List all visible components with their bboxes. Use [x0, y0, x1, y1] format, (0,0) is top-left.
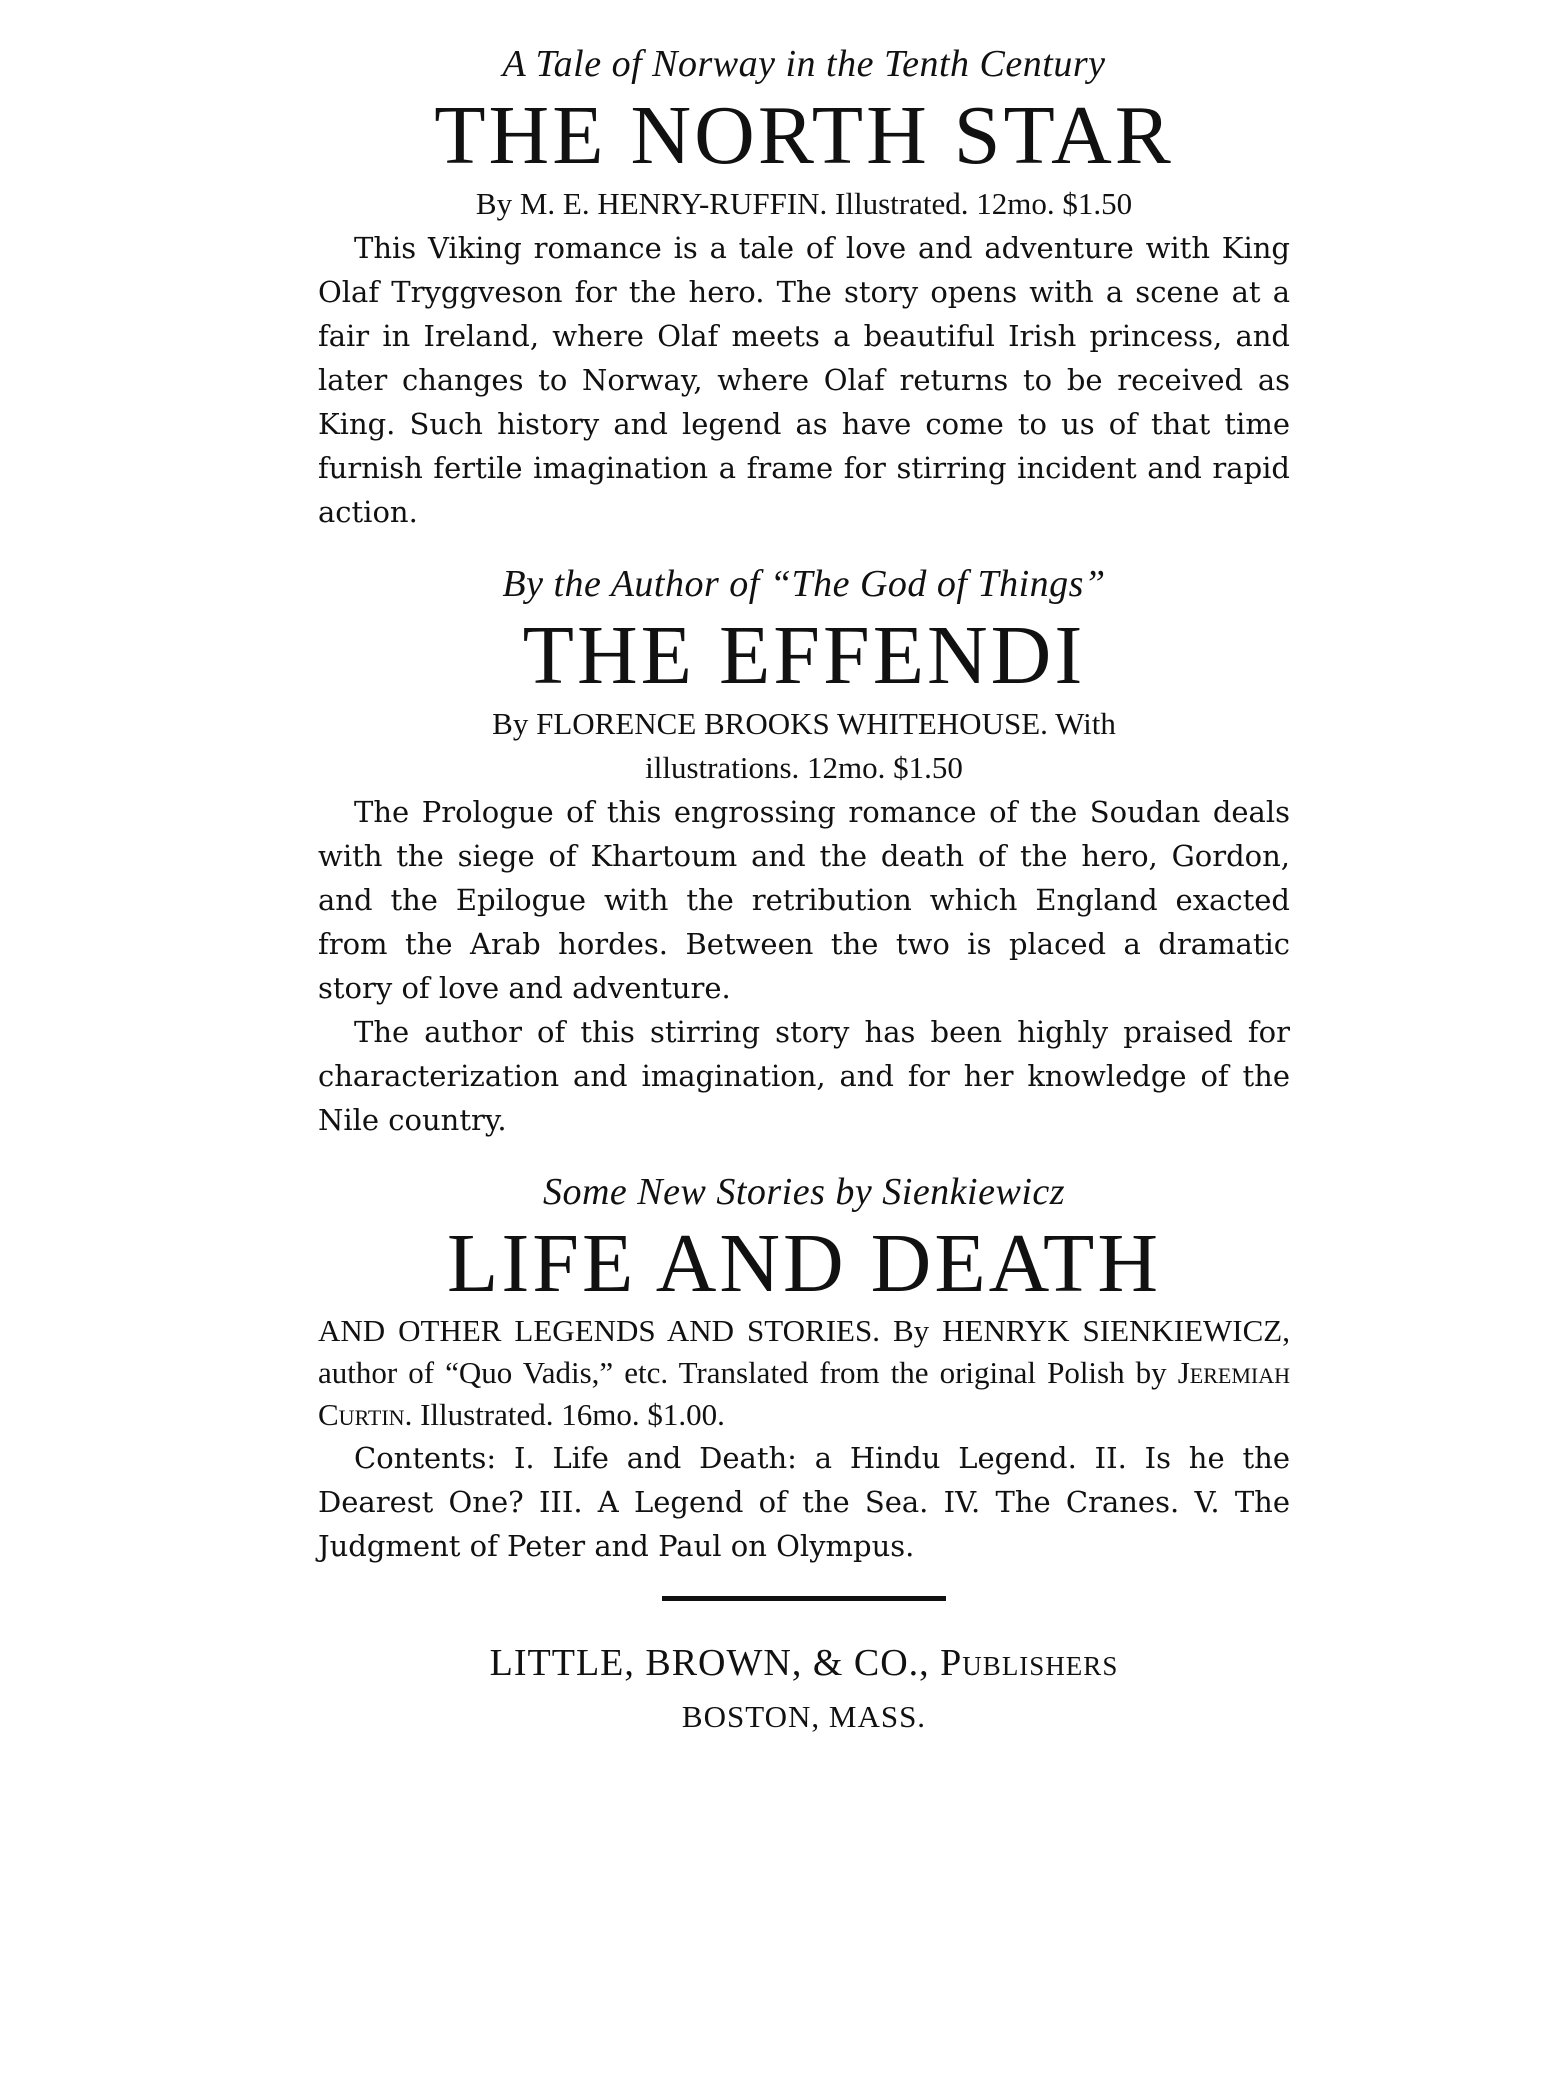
publisher-city: BOSTON, MASS.	[681, 1699, 927, 1734]
book-description: The author of this stirring story has been highly praised for characterization and imagination, and for her knowledge of the Nile country.	[318, 1015, 1290, 1137]
page-column	[318, 38, 1290, 1743]
book-byline-text: AND OTHER LEGENDS AND STORIES. By HENRYK SIENKIEWICZ, author of “Quo Vadis,” etc. Translated from the original Polish by	[318, 1313, 1290, 1390]
book-description: The Prologue of this engrossing romance of the Soudan deals with the siege of Khartoum and the death of the hero, Gordon, and the Epilogue with the retribution which England exacted from the Arab hordes. Between the two is placed a dramatic story of love and adventure.	[318, 795, 1290, 1005]
book-title: THE NORTH STAR	[434, 89, 1174, 182]
book-contents: Contents: I. Life and Death: a Hindu Legend. II. Is he the Dearest One? III. A Legend of the Sea. IV. The Cranes. V. The Judgment of Peter and Paul on Olympus.	[318, 1441, 1290, 1563]
book-title: LIFE AND DEATH	[447, 1217, 1161, 1310]
book-title: THE EFFENDI	[522, 609, 1086, 702]
book-byline	[318, 1310, 1290, 1436]
book-north-star	[318, 38, 1290, 534]
book-effendi	[318, 558, 1290, 1142]
publisher-role: Publishers	[940, 1642, 1119, 1684]
book-tagline: A Tale of Norway in the Tenth Century	[502, 43, 1106, 85]
publisher-name: LITTLE, BROWN, & CO.,	[489, 1642, 930, 1684]
book-byline-text: Illustrated. 16mo. $1.00.	[420, 1397, 725, 1432]
publisher-line	[318, 1635, 1290, 1691]
translator-name: Jeremiah Curtin.	[318, 1355, 1290, 1432]
book-byline: By FLORENCE BROOKS WHITEHOUSE. With	[492, 706, 1116, 741]
book-life-and-death	[318, 1166, 1290, 1568]
book-tagline: Some New Stories by Sienkiewicz	[542, 1171, 1066, 1213]
book-byline-continued: illustrations. 12mo. $1.50	[645, 750, 963, 785]
book-byline: By M. E. HENRY-RUFFIN. Illustrated. 12mo. $1.50	[475, 186, 1133, 221]
publisher-imprint	[318, 1635, 1290, 1743]
book-tagline: By the Author of “The God of Things”	[502, 563, 1106, 605]
book-description: This Viking romance is a tale of love and adventure with King Olaf Tryggveson for the hero. The story opens with a scene at a fair in Ireland, where Olaf meets a beautiful Irish princess, and later changes to Norway, where Olaf returns to be received as King. Such history and legend as have come to us of that time furnish fertile imagination a frame for stirring incident and rapid action.	[318, 231, 1290, 529]
divider-rule	[662, 1596, 946, 1601]
